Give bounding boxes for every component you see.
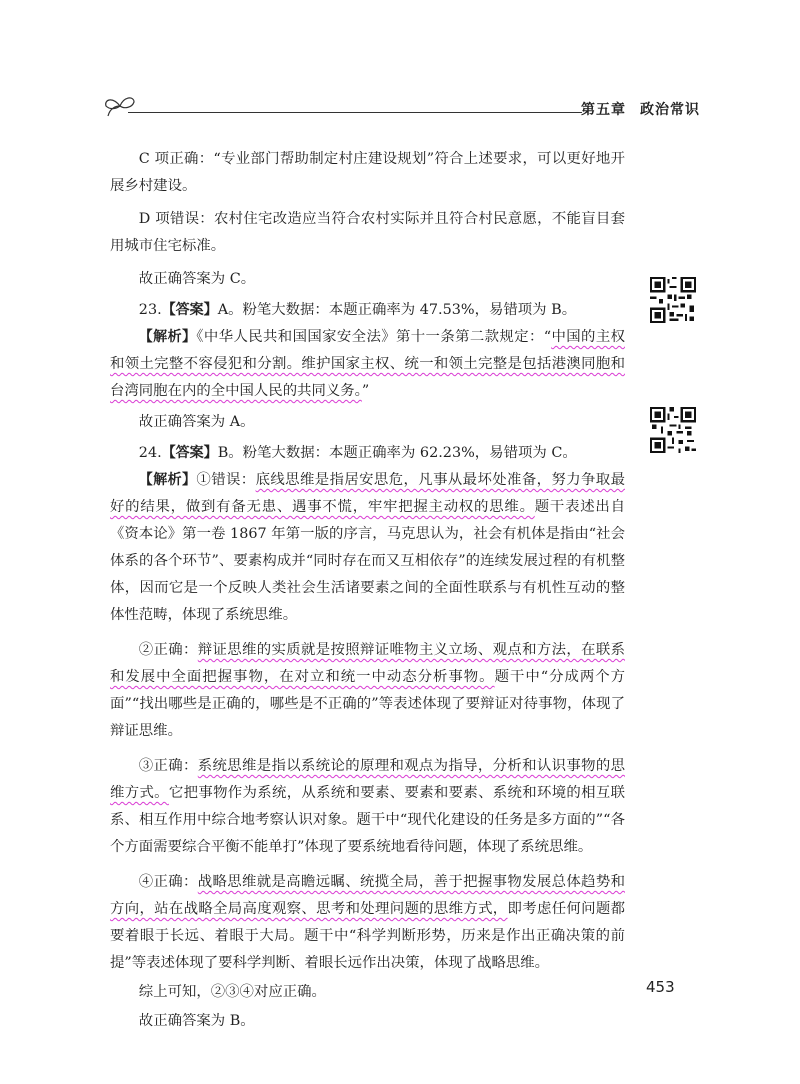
highlighted-text: 底线思维是指居安思危，凡事从最坏处准备，努力争取最好的结果，做到有备无患、遇事不慌，牢牢把握主动权的思维。 [110, 472, 625, 515]
paragraph-conclusion-22: 故正确答案为 C。 [138, 271, 256, 287]
analysis-24-item-2 [110, 637, 625, 745]
page-header [100, 88, 700, 128]
header-rule [128, 112, 582, 113]
chapter-heading [581, 99, 700, 119]
answer-tag: 【答案】 [161, 302, 218, 318]
answer-line-24 [110, 440, 625, 467]
paragraph-conclusion-24: 故正确答案为 B。 [138, 1013, 255, 1029]
paragraph-option-d: D 项错误：农村住宅改造应当符合农村实际并且符合村民意愿，不能盲目套用城市住宅标准。 [110, 211, 625, 254]
paragraph-conclusion-23: 故正确答案为 A。 [138, 414, 255, 430]
answer-tag: 【答案】 [161, 445, 218, 461]
analysis-tag: 【解析】 [138, 329, 197, 345]
analysis-text: 《中华人民共和国国家安全法》第十一条第二款规定：“ [196, 329, 552, 345]
highlighted-text: 中国的主权和领土完整不容侵犯和分割。维护国家主权、统一和领土完整是包括港澳同胞和台湾同胞在内的全中国人民的共同义务。 [110, 329, 625, 399]
summary-24: 综上可知，②③④对应正确。 [138, 984, 326, 1000]
item-label: ②正确： [138, 642, 198, 658]
analysis-24-item-3 [110, 753, 625, 861]
answer-line-23 [110, 297, 625, 324]
paragraph-option-c: C 项正确：“专业部门帮助制定村庄建设规划”符合上述要求，可以更好地开展乡村建设。 [110, 151, 625, 194]
qr-code-icon[interactable] [648, 405, 698, 455]
question-number: 24. [138, 445, 162, 461]
answer-text: B。粉笔大数据：本题正确率为 62.23%，易错项为 C。 [217, 445, 577, 461]
page-number: 453 [646, 978, 675, 996]
chapter-title: 政治常识 [640, 102, 700, 118]
answer-text: A。粉笔大数据：本题正确率为 47.53%，易错项为 B。 [217, 302, 577, 318]
chapter-number: 第五章 [581, 102, 626, 118]
analysis-24-item-1 [110, 467, 625, 629]
item-text: 题干中“分成两个方面”“找出哪些是正确的，哪些是不正确的”等表述体现了要辩证对待事物，体现了辩证思维。 [110, 669, 625, 739]
analysis-23 [110, 324, 625, 405]
item-label: ③正确： [138, 758, 198, 774]
leaf-sprout-icon [102, 90, 138, 120]
item-text: 即考虑任何问题都要着眼于长远、着眼于大局。题干中“科学判断形势，历来是作出正确决策的前提”等表述体现了要科学判断、着眼长远作出决策，体现了战略思维。 [110, 901, 625, 971]
analysis-24-item-4 [110, 869, 625, 977]
highlighted-text: 系统思维是指以系统论的原理和观点为指导，分析和认识事物的思维方式。 [110, 758, 625, 801]
analysis-tag: 【解析】 [138, 472, 197, 488]
question-number: 23. [138, 302, 162, 318]
qr-code-icon[interactable] [648, 275, 698, 325]
item-label: ①错误： [196, 472, 256, 488]
item-text: 它把事物作为系统，从系统和要素、要素和要素、系统和环境的相互联系、相互作用中综合地考察认识对象。题干中“现代化建设的任务是多方面的”“各个方面需要综合平衡不能单打”体现了要系统地看待问题，体现了系统思维。 [110, 785, 625, 855]
highlighted-text: 辩证思维的实质就是按照辩证唯物主义立场、观点和方法，在联系和发展中全面把握事物，在对立和统一中动态分析事物。 [110, 642, 625, 685]
item-text: 题干表述出自《资本论》第一卷 1867 年第一版的序言，马克思认为，社会有机体是指由“社会体系的各个环节”、要素构成并“同时存在而又互相依存”的连续发展过程的有机整体，因而它是一个反映人类社会生活诸要素之间的全面性联系与有机性互动的整体性范畴，体现了系统思维。 [110, 499, 625, 623]
answer-explanations [110, 146, 625, 1035]
item-label: ④正确： [138, 874, 198, 890]
analysis-text: ” [361, 383, 370, 399]
highlighted-text: 战略思维就是高瞻远瞩、统揽全局，善于把握事物发展总体趋势和方向，站在战略全局高度观察、思考和处理问题的思维方式， [110, 874, 625, 917]
